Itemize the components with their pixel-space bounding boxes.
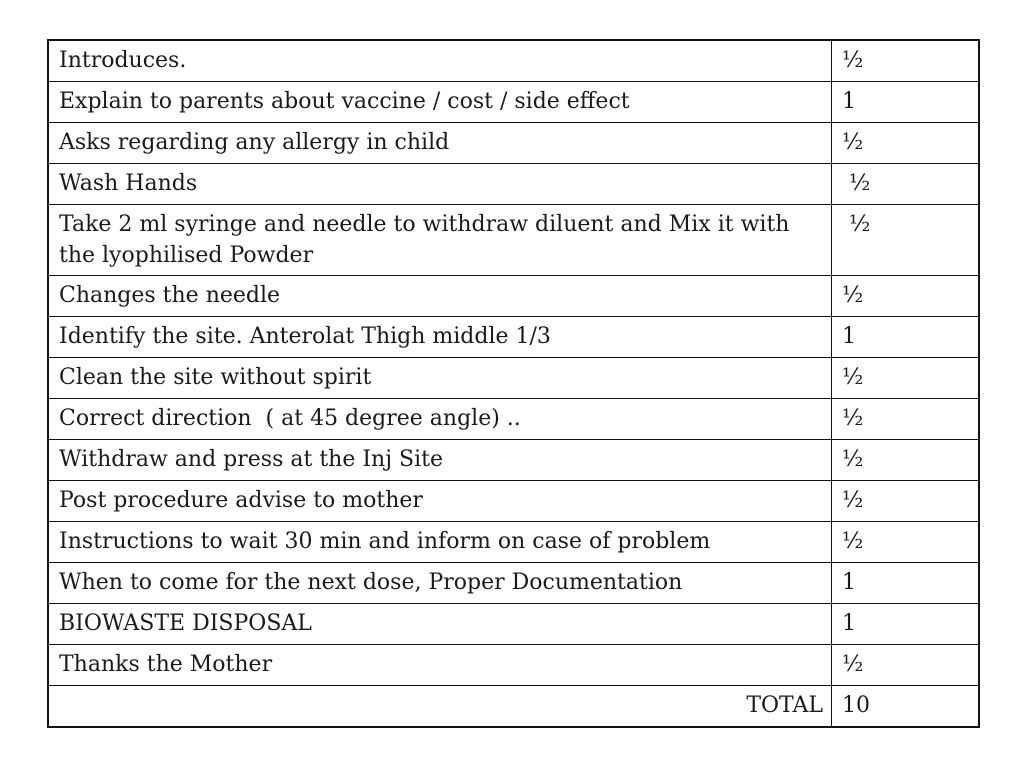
step-description: BIOWASTE DISPOSAL bbox=[48, 604, 832, 645]
step-marks: ½ bbox=[832, 358, 980, 399]
step-description: Thanks the Mother bbox=[48, 645, 832, 686]
step-description: Post procedure advise to mother bbox=[48, 481, 832, 522]
step-description: Identify the site. Anterolat Thigh middle 1/3 bbox=[48, 317, 832, 358]
total-label: TOTAL bbox=[48, 686, 832, 728]
table-row bbox=[48, 40, 979, 82]
table-row bbox=[48, 645, 979, 686]
step-description: Instructions to wait 30 min and inform on case of problem bbox=[48, 522, 832, 563]
total-marks: 10 bbox=[832, 686, 980, 728]
table-row bbox=[48, 276, 979, 317]
step-description: Correct direction ( at 45 degree angle) .. bbox=[48, 399, 832, 440]
table-row bbox=[48, 205, 979, 276]
step-description: Asks regarding any allergy in child bbox=[48, 123, 832, 164]
step-marks: 1 bbox=[832, 563, 980, 604]
step-description: When to come for the next dose, Proper Documentation bbox=[48, 563, 832, 604]
step-marks: ½ bbox=[832, 164, 980, 205]
step-marks: 1 bbox=[832, 82, 980, 123]
step-marks: 1 bbox=[832, 604, 980, 645]
table-row bbox=[48, 317, 979, 358]
procedure-checklist-table bbox=[47, 39, 980, 728]
step-marks: ½ bbox=[832, 276, 980, 317]
table-row bbox=[48, 481, 979, 522]
step-description: Explain to parents about vaccine / cost / side effect bbox=[48, 82, 832, 123]
total-row bbox=[48, 686, 979, 728]
step-marks: ½ bbox=[832, 522, 980, 563]
table-row bbox=[48, 123, 979, 164]
step-marks: ½ bbox=[832, 40, 980, 82]
table-row bbox=[48, 358, 979, 399]
table-row bbox=[48, 563, 979, 604]
step-marks: 1 bbox=[832, 317, 980, 358]
step-description: Changes the needle bbox=[48, 276, 832, 317]
step-marks: ½ bbox=[832, 123, 980, 164]
step-marks: ½ bbox=[832, 481, 980, 522]
table-row bbox=[48, 399, 979, 440]
step-description: Wash Hands bbox=[48, 164, 832, 205]
step-description: Withdraw and press at the Inj Site bbox=[48, 440, 832, 481]
step-description: Clean the site without spirit bbox=[48, 358, 832, 399]
step-marks: ½ bbox=[832, 205, 980, 276]
step-marks: ½ bbox=[832, 399, 980, 440]
table-row bbox=[48, 522, 979, 563]
table-row bbox=[48, 604, 979, 645]
table-row bbox=[48, 164, 979, 205]
table-row bbox=[48, 82, 979, 123]
checklist-body bbox=[48, 40, 979, 727]
step-description: Introduces. bbox=[48, 40, 832, 82]
step-description: Take 2 ml syringe and needle to withdraw diluent and Mix it with the lyophilised Powder bbox=[48, 205, 832, 276]
step-marks: ½ bbox=[832, 645, 980, 686]
table-row bbox=[48, 440, 979, 481]
step-marks: ½ bbox=[832, 440, 980, 481]
